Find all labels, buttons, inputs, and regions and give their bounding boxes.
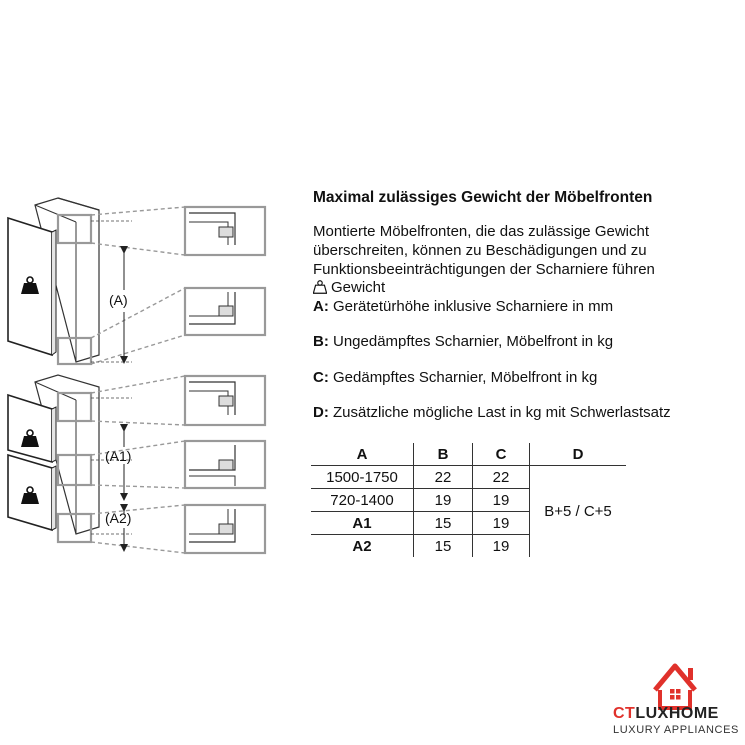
brand-name: CTLUXHOME bbox=[613, 705, 719, 722]
legend-b: B: Ungedämpftes Scharnier, Möbelfront in kg bbox=[313, 333, 614, 350]
header-a: A bbox=[311, 443, 414, 466]
header-d: D bbox=[530, 443, 627, 466]
legend-c: C: Gedämpftes Scharnier, Möbelfront in kg bbox=[313, 369, 598, 386]
brand-tagline: LUXURY APPLIANCES bbox=[613, 724, 739, 736]
section-heading: Maximal zulässiges Gewicht der Möbelfronten bbox=[313, 189, 653, 206]
table-row: 720-1400 19 19 bbox=[311, 489, 626, 512]
weight-label: Gewicht bbox=[331, 279, 386, 296]
hinge-detail-3 bbox=[185, 376, 265, 425]
dimension-label-a2: (A2) bbox=[105, 510, 132, 526]
dimension-label-a1: (A1) bbox=[105, 448, 132, 464]
table-row: A2 15 19 bbox=[311, 535, 626, 558]
legend-d: D: Zusätzliche mögliche Last in kg mit Schwerlastsatz bbox=[313, 404, 671, 421]
header-b: B bbox=[414, 443, 473, 466]
table-row: A1 15 19 bbox=[311, 512, 626, 535]
hinge-detail-4 bbox=[185, 441, 265, 488]
header-c: C bbox=[473, 443, 530, 466]
d-value: B+5 / C+5 bbox=[530, 466, 627, 558]
legend-a: A: Gerätetürhöhe inklusive Scharniere in mm bbox=[313, 298, 614, 315]
table-header-row bbox=[311, 443, 626, 466]
hinge-detail-1 bbox=[185, 207, 265, 255]
double-door-appliance bbox=[8, 375, 185, 553]
dimension-label-a: (A) bbox=[109, 292, 128, 308]
weight-icon bbox=[313, 280, 327, 294]
fridge-installation-diagram bbox=[0, 0, 300, 745]
weight-table bbox=[311, 443, 626, 557]
table-row: 1500-1750 22 22 B+5 / C+5 bbox=[311, 466, 626, 489]
weight-legend bbox=[313, 278, 385, 297]
intro-paragraph: Montierte Möbelfronten, die das zulässige Gewicht überschreiten, können zu Beschädigungen und zu Funktionsbeeinträchtigungen der Scharniere führen bbox=[313, 223, 655, 278]
single-door-appliance bbox=[8, 198, 185, 364]
hinge-detail-5 bbox=[185, 505, 265, 553]
hinge-detail-2 bbox=[185, 288, 265, 335]
